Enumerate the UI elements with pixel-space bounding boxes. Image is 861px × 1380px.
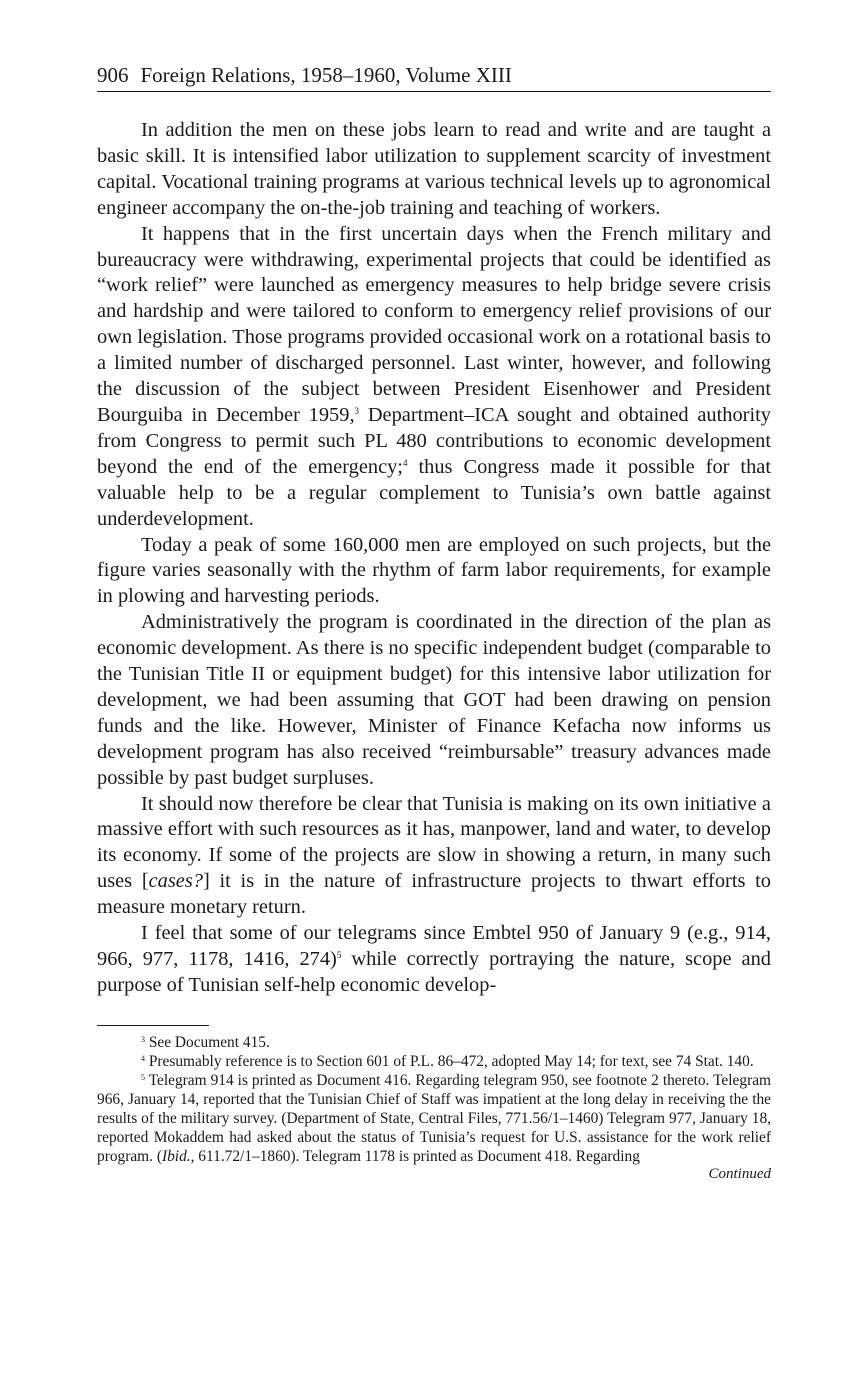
footnote-5: $^5$ Telegram 914 is printed as Document 416. Regarding telegram 950, see footnote 2 thereto. Telegram 966, January 14, reported that the Tunisian Chief of Staff was impatient at the long delay in receiving the the results of the military survey. (Department of State, Central Files, 771.56/1–1460) Telegram 977, January 18, reported Mokaddem had asked about the status of Tunisia’s request for U.S. assistance for the work relief program. (Ibid., 611.72/1–1860). Telegram 1178 is printed as Document 418. Regarding [97, 1071, 771, 1165]
paragraph-6: I feel that some of our telegrams since Embtel 950 of January 9 (e.g., 914, 966, 977, 1178, 1416, 274)$^5$ while correctly portraying the nature, scope and purpose of Tunisian self-help economic develop- [97, 922, 771, 996]
footnote-ref-5: 5 [336, 950, 342, 960]
footnote-ref-3: 3 [354, 405, 360, 416]
document-page [97, 62, 771, 1183]
footnotes [97, 1033, 771, 1183]
editorial-insert: cases? [148, 870, 203, 893]
main-text [97, 118, 771, 999]
paragraph-4: Administratively the program is coordinated in the direction of the plan as economic development. As there is no specific independent budget (comparable to the Tunisian Title II or equipment budget) for this intensive labor utilization for development, we had been assuming that GOT had been drawing on pension funds and the like. However, Minister of Finance Kefacha now informs us development program has also received “reimbursable” treasury advances made possible by past budget surpluses. [97, 611, 771, 789]
paragraph-3: Today a peak of some 160,000 men are employed on such projects, but the figure varies seasonally with the rhythm of farm labor requirements, for example in plowing and harvesting periods. [97, 533, 771, 608]
footnote-divider [97, 1025, 209, 1026]
paragraph-1: In addition the men on these jobs learn to read and write and are taught a basic skill. It is intensified labor utilization to supplement scarcity of investment capital. Vocational training programs at various technical levels up to agronomical engineer accompany the on-the-job training and teaching of workers. [97, 119, 771, 219]
footnote-3: $^3$ See Document 415. [141, 1033, 270, 1051]
page-number: 906 [97, 63, 129, 87]
footnote-4: $^4$ Presumably reference is to Section 601 of P.L. 86–472, adopted May 14; for text, see 74 Stat. 140. [141, 1052, 754, 1070]
volume-title: Foreign Relations, 1958–1960, Volume XIII [140, 63, 512, 87]
running-header [97, 62, 771, 92]
continued-label: Continued [708, 1165, 771, 1182]
footnote-ref-4: 4 [402, 457, 408, 468]
paragraph-2: It happens that in the first uncertain days when the French military and bureaucracy were withdrawing, experimental projects that could be identified as “work relief” were launched as emergency measures to help bridge severe crisis and hardship and were tailored to conform to emergency relief provisions of our own legislation. Those programs provided occasional work on a rotational basis to a limited number of discharged personnel. Last winter, however, and following the discussion of the subject between President Eisenhower and President Bourguiba in December 1959,$^3$ Department–ICA sought and obtained authority from Congress to permit such PL 480 contributions to economic development beyond the end of the emergency;$^4$ thus Congress made it possible for that valuable help to be a regular complement to Tunisia’s own battle against underdevelopment. [97, 222, 772, 530]
paragraph-5: It should now therefore be clear that Tunisia is making on its own initiative a massive effort with such resources as it has, manpower, land and water, to develop its economy. If some of the projects are slow in showing a return, in many such uses [cases?] it is in the nature of infrastructure projects to thwart efforts to measure monetary return. [97, 792, 771, 919]
